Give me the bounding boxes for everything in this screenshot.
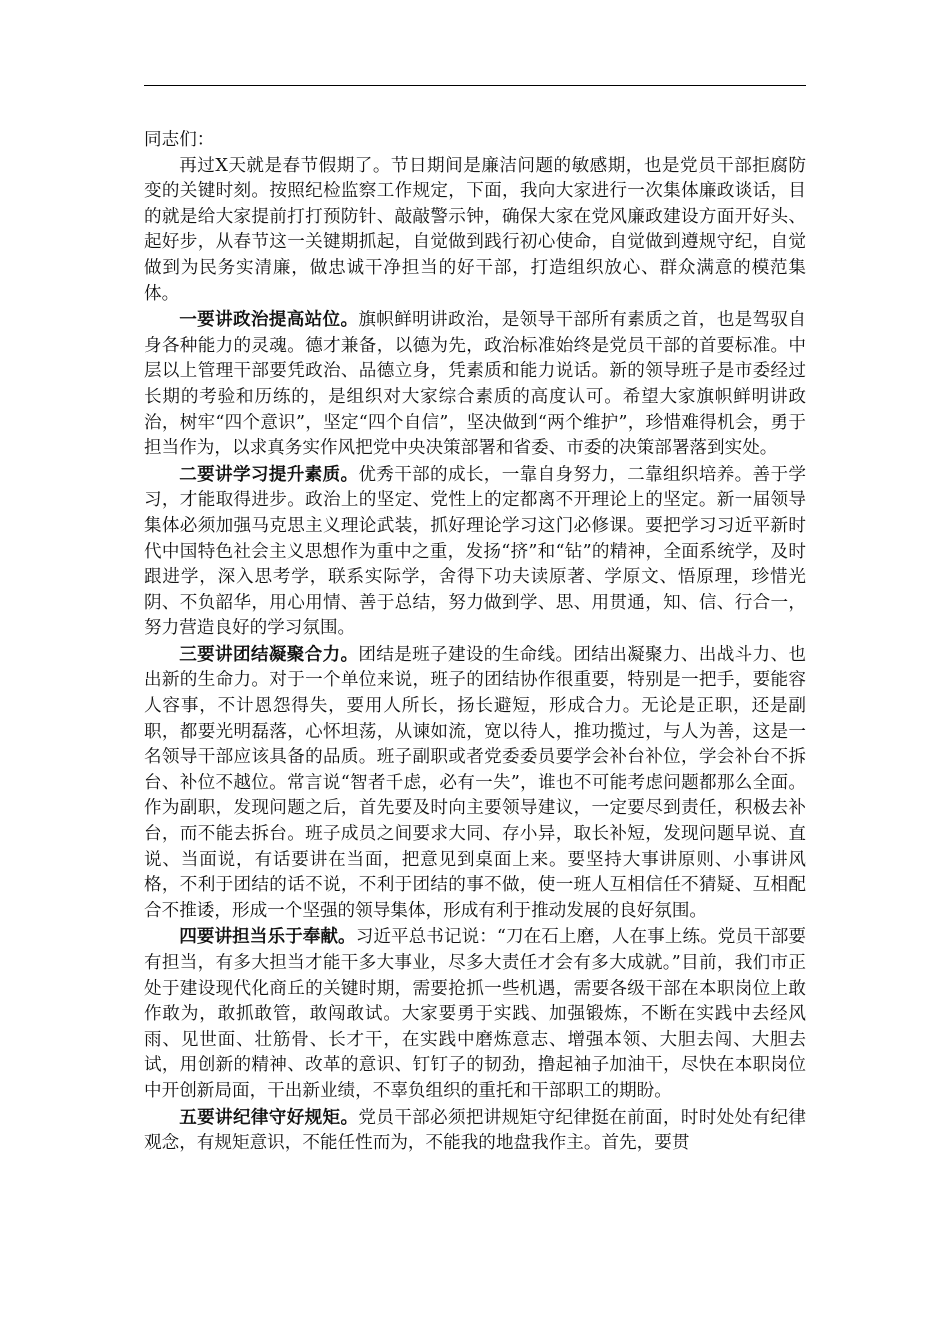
section-3-heading: 三要讲团结凝聚合力。 xyxy=(179,643,359,665)
section-2-heading: 二要讲学习提升素质。 xyxy=(179,463,359,485)
intro-paragraph: 再过X天就是春节假期了。节日期间是廉洁问题的敏感期，也是党员干部拒腐防变的关键时刻。按照纪检监察工作规定，下面，我向大家进行一次集体廉政谈话，目的就是给大家提前打打预防针、敲敲警示钟，确保大家在党风廉政建设方面开好头、起好步，从春节这一关键期抓起，自觉做到践行初心使命，自觉做到遵规守纪，自觉做到为民务实清廉，做忠诚干净担当的好干部，打造组织放心、群众满意的模范集体。 xyxy=(144,155,806,304)
section-2-body: 优秀干部的成长，一靠自身努力，二靠组织培养。善于学习，才能取得进步。政治上的坚定、党性上的定都离不开理论上的坚定。新一届领导集体必须加强马克思主义理论武装，抓好理论学习这门必修课。要把学习习近平新时代中国特色社会主义思想作为重中之重，发扬“挤”和“钻”的精神，全面系统学，及时跟进学，深入思考学，联系实际学，舍得下功夫读原著、学原文、悟原理，珍惜光阴、不负韶华，用心用情、善于总结，努力做到学、思、用贯通，知、信、行合一，努力营造良好的学习氛围。 xyxy=(144,464,806,639)
section-3-paragraph xyxy=(144,642,806,925)
section-4-body: 习近平总书记说：“刀在石上磨，人在事上练。党员干部要有担当，有多大担当才能干多大事业，尽多大责任才会有多大成就。”目前，我们市正处于建设现代化商丘的关键时期，需要抢抓一些机遇，需要各级干部在本职岗位上敢作敢为，敢抓敢管，敢闯敢试。大家要勇于实践、加强锻炼，不断在实践中去经风雨、见世面、壮筋骨、长才干，在实践中磨炼意志、增强本领、大胆去闯、大胆去试，用创新的精神、改革的意识、钉钉子的韧劲，撸起袖子加油干，尽快在本职岗位中开创新局面，干出新业绩，不辜负组织的重托和干部职工的期盼。 xyxy=(144,927,806,1101)
section-1-paragraph xyxy=(144,307,806,462)
document-body xyxy=(144,128,806,1157)
header-rule xyxy=(144,85,806,86)
section-1-heading: 一要讲政治提高站位。 xyxy=(179,309,359,331)
section-1-body: 旗帜鲜明讲政治，是领导干部所有素质之首，也是驾驭自身各种能力的灵魂。德才兼备，以德为先，政治标准始终是党员干部的首要标准。中层以上管理干部要凭政治、品德立身，凭素质和能力说话。新的领导班子是市委经过长期的考验和历练的，是组织对大家综合素质的高度认可。希望大家旗帜鲜明讲政治，树牢“四个意识”，坚定“四个自信”，坚决做到“两个维护”，珍惜难得机会，勇于担当作为，以求真务实作风把党中央决策部署和省委、市委的决策部署落到实处。 xyxy=(144,310,806,459)
section-3-body: 团结是班子建设的生命线。团结出凝聚力、出战斗力、也出新的生命力。对于一个单位来说，班子的团结协作很重要，特别是一把手，要能容人容事，不计恩怨得失，要用人所长，扬长避短，形成合力。无论是正职，还是副职，都要光明磊落，心怀坦荡，从谏如流，宽以待人，推功揽过，与人为善，这是一名领导干部应该具备的品质。班子副职或者党委委员要学会补台补位，学会补台不拆台、补位不越位。常言说“智者千虑，必有一失”，谁也不可能考虑问题都那么全面。作为副职，发现问题之后，首先要及时向主要领导建议，一定要尽到责任，积极去补台，而不能去拆台。班子成员之间要求大同、存小异，取长补短，发现问题早说、直说、当面说，有话要讲在当面，把意见到桌面上来。要坚持大事讲原则、小事讲风格，不利于团结的话不说，不利于团结的事不做，使一班人互相信任不猜疑、互相配合不推诿，形成一个坚强的领导集体，形成有利于推动发展的良好氛围。 xyxy=(144,644,806,921)
section-5-heading: 五要讲纪律守好规矩。 xyxy=(179,1106,359,1128)
section-5-body: 党员干部必须把讲规矩守纪律挺在前面，时时处处有纪律观念，有规矩意识，不能任性而为，不能我的地盘我作主。首先，要贯 xyxy=(144,1107,806,1154)
section-2-paragraph xyxy=(144,462,806,642)
section-4-heading: 四要讲担当乐于奉献。 xyxy=(179,926,356,948)
section-5-paragraph xyxy=(144,1105,806,1157)
salutation: 同志们： xyxy=(144,130,215,150)
section-4-paragraph xyxy=(144,924,806,1104)
